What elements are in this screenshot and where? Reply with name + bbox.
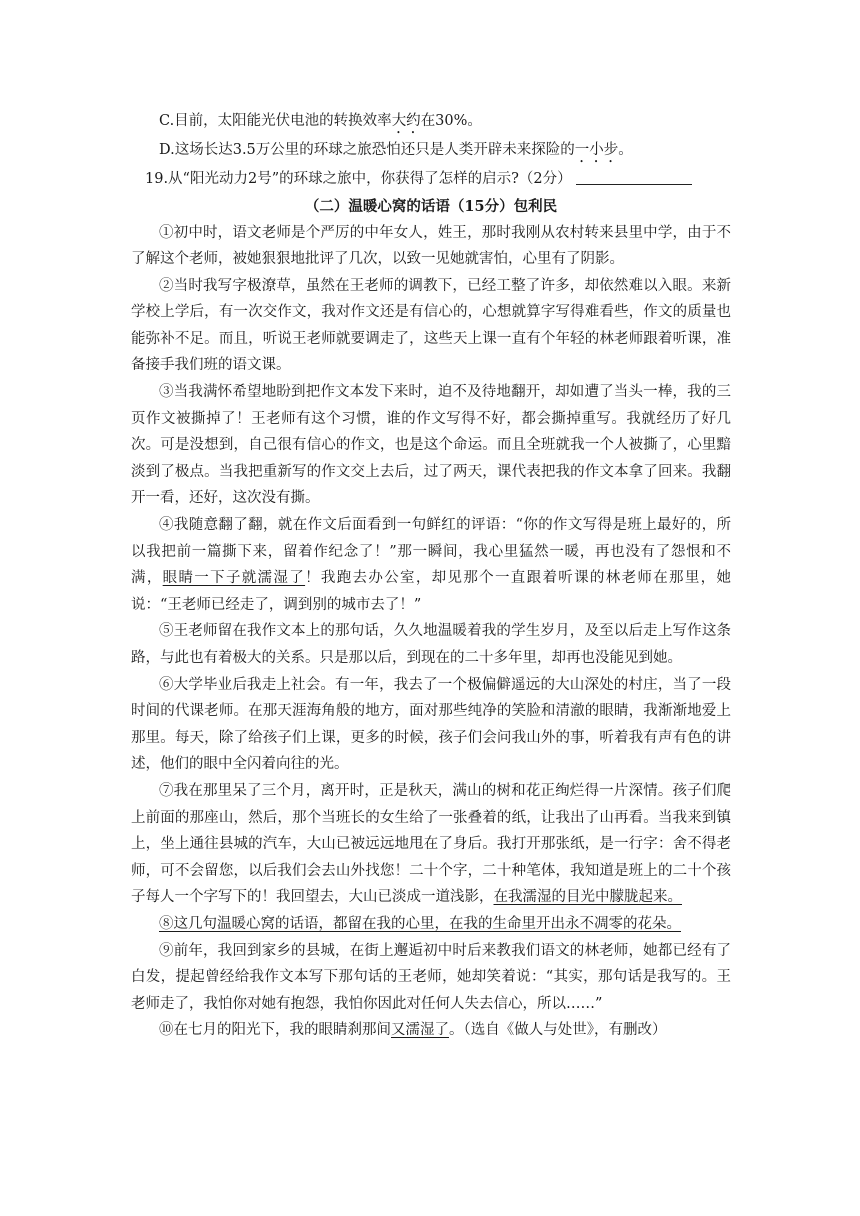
answer-blank[interactable]: [576, 168, 692, 185]
underlined-phrase: 眼睛一下子就濡湿了: [162, 570, 306, 587]
document-content: [131, 108, 731, 1044]
paragraph-6: ⑥大学毕业后我走上社会。有一年，我去了一个极偏僻遥远的大山深处的村庄，当了一段时间的代课老师。在那天涯海角般的地方，面对那些纯净的笑脸和清澈的眼睛，我渐渐地爱上那里。每天，除了给孩子们上课，更多的时候，孩子们会问我山外的事，听着我有声有色的讲述，他们的眼中全闪着向往的光。: [131, 676, 731, 773]
underlined-sentence: ⑧这几句温暖心窝的话语，都留在我的心里，在我的生命里开出永不凋零的花朵。: [159, 915, 681, 932]
question-19: 19.从“阳光动力2号”的环球之旅中，你获得了怎样的启示?（2分）: [131, 166, 731, 193]
paragraph-7: ⑦我在那里呆了三个月，离开时，正是秋天，满山的树和花正绚烂得一片深情。孩子们爬上前面的那座山，然后，那个当班长的女生给了一张叠着的纸，让我出了山再看。当我来到镇上，坐上通往县城的汽车，大山已被远远地甩在了身后。我打开那张纸，是一行字：舍不得老师，可不会留您，以后我们会去山外找您！二十个字，二十种笔体，我知道是班上的二十个孩子每人一个字写下的！我回望去，大山已淡成一道浅影，在我濡湿的目光中朦胧起来。: [131, 782, 731, 906]
paragraph-9: ⑨前年，我回到家乡的县城，在街上邂逅初中时后来教我们语文的林老师，她都已经有了白发，提起曾经给我作文本写下那句话的王老师，她却笑着说：“其实，那句话是我写的。王老师走了，我怕你对她有抱怨，我怕你因此对任何人失去信心，所以……”: [131, 942, 731, 1012]
option-c: C.目前，太阳能光伏电池的转换效率大约在30%。: [159, 113, 482, 129]
underlined-phrase: 在我濡湿的目光中朦胧起来。: [493, 889, 682, 906]
paragraph-4: ④我随意翻了翻，就在作文后面看到一句鲜红的评语：“你的作文写得是班上最好的，所以我把前一篇撕下来，留着作纪念了！”那一瞬间，我心里猛然一暖，再也没有了怨恨和不满，眼睛一下子就濡湿了！我跑去办公室，却见那个一直跟着听课的林老师在那里，她说：“王老师已经走了，调到别的城市去了！”: [131, 517, 732, 613]
paragraph-3: ③当我满怀希望地盼到把作文本发下来时，迫不及待地翻开，却如遭了当头一棒，我的三页作文被撕掉了！王老师有这个习惯，谁的作文写得不好，都会撕掉重写。我就经历了好几次。可是没想到，自己很有信心的作文，也是这个命运。而且全班就我一个人被撕了，心里黯淡到了极点。当我把重新写的作文交上去后，过了两天，课代表把我的作文本拿了回来。我翻开一看，还好，这次没有撕。: [131, 384, 731, 507]
underlined-phrase: 又濡湿了: [391, 1022, 449, 1039]
emphasized-word: 大约: [391, 113, 421, 129]
paragraph-1: ①初中时，语文老师是个严厉的中年女人，姓王，那时我刚从农村转来县里中学，由于不了解这个老师，被她狠狠地批评了几次，以致一见她就害怕，心里有了阴影。: [131, 224, 731, 268]
emphasized-word: 一小步: [574, 142, 619, 158]
paragraph-8: [131, 911, 731, 938]
option-d: D.这场长达3.5万公里的环球之旅恐怕还只是人类开辟未来探险的一小步。: [159, 142, 633, 158]
paragraph-10: ⑩在七月的阳光下，我的眼睛刹那间又濡湿了。（选自《做人与处世》，有删改）: [159, 1022, 667, 1039]
paragraph-2: ②当时我写字极潦草，虽然在王老师的调教下，已经工整了许多，却依然难以入眼。来新学校上学后，有一次交作文，我对作文还是有信心的，心想就算字写得难看些，作文的质量也能弥补不足。而且，听说王老师就要调走了，这些天上课一直有个年轻的林老师跟着听课，准备接手我们班的语文课。: [131, 277, 731, 374]
section-title: （二）温暖心窝的话语（15分）包利民: [304, 197, 558, 215]
paragraph-5: ⑤王老师留在我作文本上的那句话，久久地温暖着我的学生岁月，及至以后走上写作这条路，与此也有着极大的关系。只是那以后，到现在的二十多年里，却再也没能见到她。: [131, 623, 731, 666]
